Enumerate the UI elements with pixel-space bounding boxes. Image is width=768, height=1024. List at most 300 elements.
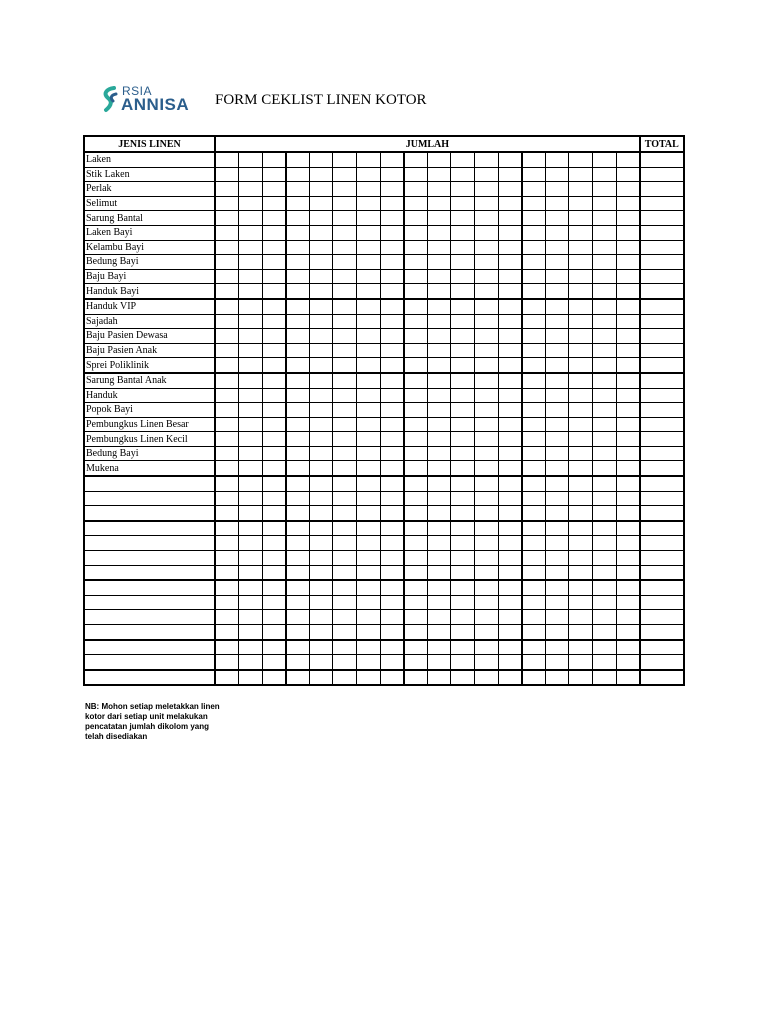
count-cell[interactable]: [522, 551, 546, 566]
count-cell[interactable]: [545, 329, 569, 344]
count-cell[interactable]: [616, 640, 640, 655]
count-cell[interactable]: [262, 211, 286, 226]
count-cell[interactable]: [616, 373, 640, 388]
count-cell[interactable]: [286, 580, 310, 595]
count-cell[interactable]: [569, 225, 593, 240]
count-cell[interactable]: [475, 446, 499, 461]
count-cell[interactable]: [357, 152, 381, 167]
count-cell[interactable]: [262, 284, 286, 299]
count-cell[interactable]: [286, 403, 310, 418]
count-cell[interactable]: [451, 551, 475, 566]
count-cell[interactable]: [380, 225, 404, 240]
count-cell[interactable]: [522, 655, 546, 670]
count-cell[interactable]: [333, 595, 357, 610]
count-cell[interactable]: [522, 476, 546, 491]
count-cell[interactable]: [286, 476, 310, 491]
count-cell[interactable]: [593, 506, 617, 521]
count-cell[interactable]: [380, 536, 404, 551]
count-cell[interactable]: [451, 403, 475, 418]
count-cell[interactable]: [380, 655, 404, 670]
count-cell[interactable]: [498, 565, 522, 580]
count-cell[interactable]: [357, 432, 381, 447]
count-cell[interactable]: [357, 491, 381, 506]
count-cell[interactable]: [451, 182, 475, 197]
count-cell[interactable]: [545, 595, 569, 610]
count-cell[interactable]: [498, 491, 522, 506]
count-cell[interactable]: [404, 640, 428, 655]
count-cell[interactable]: [616, 491, 640, 506]
count-cell[interactable]: [545, 152, 569, 167]
count-cell[interactable]: [593, 343, 617, 358]
count-cell[interactable]: [475, 284, 499, 299]
total-cell[interactable]: [640, 167, 684, 182]
count-cell[interactable]: [498, 196, 522, 211]
count-cell[interactable]: [593, 476, 617, 491]
count-cell[interactable]: [498, 329, 522, 344]
count-cell[interactable]: [569, 255, 593, 270]
total-cell[interactable]: [640, 211, 684, 226]
count-cell[interactable]: [333, 551, 357, 566]
count-cell[interactable]: [357, 255, 381, 270]
count-cell[interactable]: [357, 461, 381, 476]
count-cell[interactable]: [333, 152, 357, 167]
count-cell[interactable]: [357, 373, 381, 388]
count-cell[interactable]: [215, 610, 239, 625]
count-cell[interactable]: [262, 299, 286, 314]
count-cell[interactable]: [498, 152, 522, 167]
count-cell[interactable]: [475, 551, 499, 566]
count-cell[interactable]: [239, 432, 263, 447]
total-cell[interactable]: [640, 536, 684, 551]
count-cell[interactable]: [451, 373, 475, 388]
count-cell[interactable]: [545, 506, 569, 521]
count-cell[interactable]: [309, 506, 333, 521]
count-cell[interactable]: [333, 329, 357, 344]
count-cell[interactable]: [569, 536, 593, 551]
count-cell[interactable]: [427, 211, 451, 226]
count-cell[interactable]: [569, 580, 593, 595]
count-cell[interactable]: [593, 314, 617, 329]
count-cell[interactable]: [357, 343, 381, 358]
count-cell[interactable]: [569, 670, 593, 686]
count-cell[interactable]: [427, 506, 451, 521]
count-cell[interactable]: [616, 225, 640, 240]
count-cell[interactable]: [593, 403, 617, 418]
count-cell[interactable]: [616, 417, 640, 432]
count-cell[interactable]: [569, 595, 593, 610]
count-cell[interactable]: [498, 343, 522, 358]
count-cell[interactable]: [404, 521, 428, 536]
count-cell[interactable]: [380, 329, 404, 344]
count-cell[interactable]: [262, 152, 286, 167]
count-cell[interactable]: [357, 225, 381, 240]
count-cell[interactable]: [215, 196, 239, 211]
count-cell[interactable]: [475, 580, 499, 595]
total-cell[interactable]: [640, 182, 684, 197]
count-cell[interactable]: [262, 358, 286, 373]
count-cell[interactable]: [498, 211, 522, 226]
count-cell[interactable]: [333, 167, 357, 182]
total-cell[interactable]: [640, 196, 684, 211]
total-cell[interactable]: [640, 655, 684, 670]
count-cell[interactable]: [569, 506, 593, 521]
count-cell[interactable]: [215, 640, 239, 655]
total-cell[interactable]: [640, 299, 684, 314]
count-cell[interactable]: [239, 152, 263, 167]
count-cell[interactable]: [357, 551, 381, 566]
count-cell[interactable]: [357, 269, 381, 284]
count-cell[interactable]: [475, 640, 499, 655]
count-cell[interactable]: [357, 595, 381, 610]
count-cell[interactable]: [569, 269, 593, 284]
count-cell[interactable]: [333, 432, 357, 447]
count-cell[interactable]: [593, 358, 617, 373]
count-cell[interactable]: [569, 403, 593, 418]
count-cell[interactable]: [357, 167, 381, 182]
count-cell[interactable]: [593, 655, 617, 670]
count-cell[interactable]: [616, 314, 640, 329]
count-cell[interactable]: [333, 655, 357, 670]
count-cell[interactable]: [286, 491, 310, 506]
count-cell[interactable]: [427, 536, 451, 551]
count-cell[interactable]: [309, 373, 333, 388]
count-cell[interactable]: [239, 625, 263, 640]
count-cell[interactable]: [569, 491, 593, 506]
count-cell[interactable]: [262, 269, 286, 284]
count-cell[interactable]: [427, 196, 451, 211]
count-cell[interactable]: [498, 182, 522, 197]
count-cell[interactable]: [522, 461, 546, 476]
count-cell[interactable]: [286, 269, 310, 284]
count-cell[interactable]: [333, 255, 357, 270]
count-cell[interactable]: [262, 432, 286, 447]
count-cell[interactable]: [522, 446, 546, 461]
count-cell[interactable]: [545, 625, 569, 640]
count-cell[interactable]: [380, 670, 404, 686]
count-cell[interactable]: [475, 461, 499, 476]
count-cell[interactable]: [593, 225, 617, 240]
count-cell[interactable]: [522, 211, 546, 226]
total-cell[interactable]: [640, 580, 684, 595]
count-cell[interactable]: [522, 182, 546, 197]
count-cell[interactable]: [475, 240, 499, 255]
count-cell[interactable]: [215, 446, 239, 461]
count-cell[interactable]: [498, 551, 522, 566]
count-cell[interactable]: [593, 196, 617, 211]
count-cell[interactable]: [286, 388, 310, 403]
count-cell[interactable]: [522, 255, 546, 270]
count-cell[interactable]: [427, 521, 451, 536]
count-cell[interactable]: [380, 255, 404, 270]
count-cell[interactable]: [404, 182, 428, 197]
count-cell[interactable]: [475, 358, 499, 373]
count-cell[interactable]: [239, 565, 263, 580]
count-cell[interactable]: [239, 670, 263, 686]
count-cell[interactable]: [380, 403, 404, 418]
count-cell[interactable]: [309, 152, 333, 167]
count-cell[interactable]: [616, 670, 640, 686]
total-cell[interactable]: [640, 269, 684, 284]
count-cell[interactable]: [569, 299, 593, 314]
count-cell[interactable]: [239, 388, 263, 403]
count-cell[interactable]: [522, 670, 546, 686]
count-cell[interactable]: [309, 446, 333, 461]
count-cell[interactable]: [451, 329, 475, 344]
total-cell[interactable]: [640, 240, 684, 255]
count-cell[interactable]: [215, 167, 239, 182]
total-cell[interactable]: [640, 551, 684, 566]
count-cell[interactable]: [451, 284, 475, 299]
count-cell[interactable]: [569, 461, 593, 476]
count-cell[interactable]: [239, 167, 263, 182]
count-cell[interactable]: [475, 269, 499, 284]
count-cell[interactable]: [593, 595, 617, 610]
count-cell[interactable]: [404, 670, 428, 686]
count-cell[interactable]: [239, 196, 263, 211]
count-cell[interactable]: [309, 240, 333, 255]
count-cell[interactable]: [616, 240, 640, 255]
count-cell[interactable]: [498, 655, 522, 670]
count-cell[interactable]: [498, 640, 522, 655]
count-cell[interactable]: [569, 417, 593, 432]
count-cell[interactable]: [404, 595, 428, 610]
count-cell[interactable]: [545, 284, 569, 299]
count-cell[interactable]: [404, 432, 428, 447]
count-cell[interactable]: [545, 358, 569, 373]
count-cell[interactable]: [451, 640, 475, 655]
count-cell[interactable]: [475, 610, 499, 625]
count-cell[interactable]: [569, 314, 593, 329]
count-cell[interactable]: [522, 152, 546, 167]
count-cell[interactable]: [333, 211, 357, 226]
count-cell[interactable]: [545, 476, 569, 491]
count-cell[interactable]: [262, 670, 286, 686]
count-cell[interactable]: [545, 640, 569, 655]
count-cell[interactable]: [451, 196, 475, 211]
total-cell[interactable]: [640, 329, 684, 344]
count-cell[interactable]: [522, 432, 546, 447]
count-cell[interactable]: [427, 476, 451, 491]
count-cell[interactable]: [215, 476, 239, 491]
count-cell[interactable]: [404, 255, 428, 270]
total-cell[interactable]: [640, 152, 684, 167]
count-cell[interactable]: [451, 670, 475, 686]
count-cell[interactable]: [616, 506, 640, 521]
count-cell[interactable]: [380, 314, 404, 329]
count-cell[interactable]: [262, 196, 286, 211]
total-cell[interactable]: [640, 610, 684, 625]
count-cell[interactable]: [286, 565, 310, 580]
count-cell[interactable]: [616, 167, 640, 182]
count-cell[interactable]: [616, 403, 640, 418]
count-cell[interactable]: [475, 655, 499, 670]
count-cell[interactable]: [239, 595, 263, 610]
count-cell[interactable]: [286, 461, 310, 476]
count-cell[interactable]: [616, 255, 640, 270]
count-cell[interactable]: [593, 388, 617, 403]
count-cell[interactable]: [451, 476, 475, 491]
count-cell[interactable]: [545, 299, 569, 314]
count-cell[interactable]: [545, 343, 569, 358]
count-cell[interactable]: [451, 343, 475, 358]
count-cell[interactable]: [475, 565, 499, 580]
count-cell[interactable]: [286, 255, 310, 270]
count-cell[interactable]: [545, 461, 569, 476]
count-cell[interactable]: [262, 225, 286, 240]
count-cell[interactable]: [309, 417, 333, 432]
count-cell[interactable]: [522, 565, 546, 580]
count-cell[interactable]: [545, 225, 569, 240]
count-cell[interactable]: [309, 491, 333, 506]
count-cell[interactable]: [333, 358, 357, 373]
total-cell[interactable]: [640, 595, 684, 610]
count-cell[interactable]: [498, 670, 522, 686]
count-cell[interactable]: [616, 329, 640, 344]
count-cell[interactable]: [215, 580, 239, 595]
count-cell[interactable]: [239, 580, 263, 595]
count-cell[interactable]: [498, 373, 522, 388]
count-cell[interactable]: [593, 152, 617, 167]
count-cell[interactable]: [262, 255, 286, 270]
count-cell[interactable]: [239, 476, 263, 491]
count-cell[interactable]: [380, 373, 404, 388]
count-cell[interactable]: [475, 329, 499, 344]
count-cell[interactable]: [309, 284, 333, 299]
count-cell[interactable]: [357, 580, 381, 595]
count-cell[interactable]: [593, 432, 617, 447]
count-cell[interactable]: [239, 182, 263, 197]
count-cell[interactable]: [616, 461, 640, 476]
count-cell[interactable]: [380, 182, 404, 197]
count-cell[interactable]: [616, 521, 640, 536]
count-cell[interactable]: [427, 417, 451, 432]
count-cell[interactable]: [286, 536, 310, 551]
count-cell[interactable]: [404, 536, 428, 551]
count-cell[interactable]: [333, 403, 357, 418]
count-cell[interactable]: [475, 343, 499, 358]
count-cell[interactable]: [215, 182, 239, 197]
count-cell[interactable]: [616, 625, 640, 640]
count-cell[interactable]: [569, 610, 593, 625]
count-cell[interactable]: [286, 655, 310, 670]
count-cell[interactable]: [215, 329, 239, 344]
count-cell[interactable]: [404, 551, 428, 566]
count-cell[interactable]: [286, 314, 310, 329]
count-cell[interactable]: [380, 580, 404, 595]
count-cell[interactable]: [239, 491, 263, 506]
count-cell[interactable]: [545, 314, 569, 329]
count-cell[interactable]: [215, 551, 239, 566]
count-cell[interactable]: [404, 314, 428, 329]
count-cell[interactable]: [475, 255, 499, 270]
count-cell[interactable]: [593, 536, 617, 551]
count-cell[interactable]: [404, 655, 428, 670]
total-cell[interactable]: [640, 225, 684, 240]
count-cell[interactable]: [545, 655, 569, 670]
count-cell[interactable]: [569, 565, 593, 580]
count-cell[interactable]: [404, 403, 428, 418]
count-cell[interactable]: [215, 432, 239, 447]
count-cell[interactable]: [522, 240, 546, 255]
total-cell[interactable]: [640, 343, 684, 358]
count-cell[interactable]: [309, 388, 333, 403]
count-cell[interactable]: [309, 167, 333, 182]
count-cell[interactable]: [239, 461, 263, 476]
count-cell[interactable]: [545, 580, 569, 595]
count-cell[interactable]: [309, 670, 333, 686]
count-cell[interactable]: [262, 314, 286, 329]
count-cell[interactable]: [451, 269, 475, 284]
count-cell[interactable]: [286, 343, 310, 358]
count-cell[interactable]: [522, 196, 546, 211]
count-cell[interactable]: [427, 461, 451, 476]
count-cell[interactable]: [357, 299, 381, 314]
count-cell[interactable]: [451, 432, 475, 447]
count-cell[interactable]: [215, 343, 239, 358]
count-cell[interactable]: [286, 595, 310, 610]
count-cell[interactable]: [239, 655, 263, 670]
count-cell[interactable]: [522, 329, 546, 344]
count-cell[interactable]: [309, 625, 333, 640]
count-cell[interactable]: [593, 269, 617, 284]
count-cell[interactable]: [309, 211, 333, 226]
count-cell[interactable]: [569, 329, 593, 344]
count-cell[interactable]: [451, 610, 475, 625]
count-cell[interactable]: [262, 536, 286, 551]
count-cell[interactable]: [262, 182, 286, 197]
count-cell[interactable]: [215, 269, 239, 284]
count-cell[interactable]: [357, 211, 381, 226]
total-cell[interactable]: [640, 491, 684, 506]
count-cell[interactable]: [593, 521, 617, 536]
count-cell[interactable]: [451, 446, 475, 461]
count-cell[interactable]: [498, 476, 522, 491]
count-cell[interactable]: [427, 329, 451, 344]
count-cell[interactable]: [616, 269, 640, 284]
count-cell[interactable]: [475, 506, 499, 521]
count-cell[interactable]: [498, 284, 522, 299]
count-cell[interactable]: [286, 329, 310, 344]
count-cell[interactable]: [262, 625, 286, 640]
count-cell[interactable]: [475, 167, 499, 182]
count-cell[interactable]: [286, 551, 310, 566]
count-cell[interactable]: [262, 240, 286, 255]
count-cell[interactable]: [380, 417, 404, 432]
count-cell[interactable]: [333, 670, 357, 686]
count-cell[interactable]: [333, 565, 357, 580]
total-cell[interactable]: [640, 565, 684, 580]
count-cell[interactable]: [498, 521, 522, 536]
count-cell[interactable]: [262, 417, 286, 432]
count-cell[interactable]: [309, 329, 333, 344]
count-cell[interactable]: [215, 565, 239, 580]
count-cell[interactable]: [380, 476, 404, 491]
count-cell[interactable]: [593, 284, 617, 299]
count-cell[interactable]: [380, 269, 404, 284]
count-cell[interactable]: [286, 240, 310, 255]
count-cell[interactable]: [569, 211, 593, 226]
count-cell[interactable]: [333, 610, 357, 625]
count-cell[interactable]: [380, 358, 404, 373]
count-cell[interactable]: [262, 610, 286, 625]
count-cell[interactable]: [357, 358, 381, 373]
count-cell[interactable]: [404, 476, 428, 491]
count-cell[interactable]: [404, 446, 428, 461]
count-cell[interactable]: [451, 580, 475, 595]
count-cell[interactable]: [616, 196, 640, 211]
count-cell[interactable]: [545, 269, 569, 284]
count-cell[interactable]: [616, 284, 640, 299]
